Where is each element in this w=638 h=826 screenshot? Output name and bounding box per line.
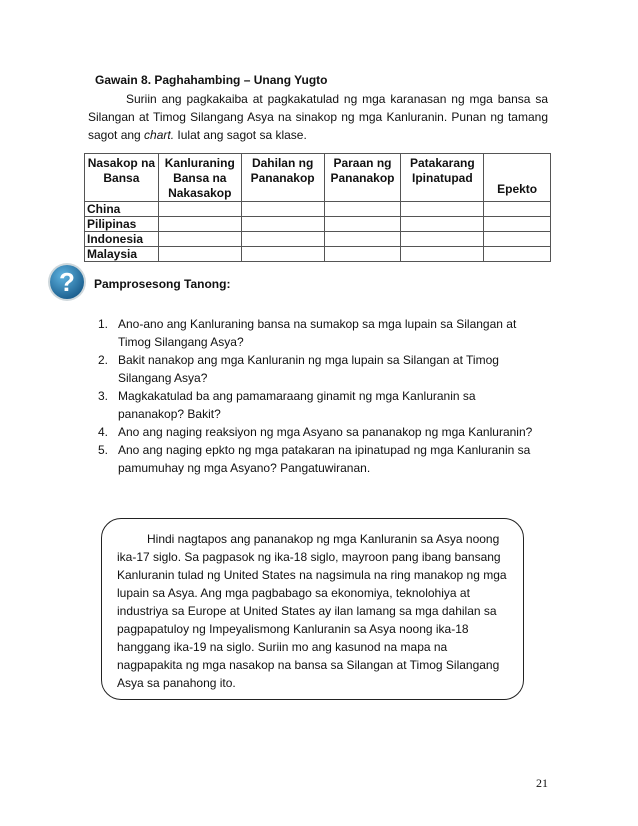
chart-header-row [85, 154, 551, 202]
header-patakaran: Patakarang Ipinatupad [401, 154, 484, 202]
table-row [85, 232, 551, 247]
row-label: China [85, 202, 159, 217]
list-item: 2. Bakit nanakop ang mga Kanluranin ng mga lupain sa Silangan at Timog Silangang Asya? [98, 353, 499, 385]
note-text-block [117, 530, 512, 692]
question-text: Magkakatulad ba ang pamamaraang ginamit ng mga Kanluranin sa pananakop? Bakit? [118, 389, 476, 421]
answer-cell[interactable] [158, 247, 241, 262]
row-label: Indonesia [85, 232, 159, 247]
table-row [85, 247, 551, 262]
answer-cell[interactable] [241, 232, 324, 247]
question-text: Ano ang naging reaksiyon ng mga Asyano sa pananakop ng mga Kanluranin? [118, 425, 533, 439]
answer-cell[interactable] [158, 202, 241, 217]
answer-cell[interactable] [324, 247, 401, 262]
comparison-chart [84, 153, 551, 262]
answer-cell[interactable] [324, 202, 401, 217]
note-text: Hindi nagtapos ang pananakop ng mga Kanluranin sa Asya noong ika-17 siglo. Sa pagpasok ng ika-18 siglo, mayroon pang ibang bansang Kanluranin tulad ng United States na nagsimula na ring manakop ng mga lupain sa Asya. Ang mga pagbabago sa ekonomiya, teknolohiya at industriya sa Europe at United States ay ilan lamang sa mga dahilan sa pagpapatuloy ng Impeyalismong Kanluranin sa Asya noong ika-18 hanggang ika-19 na siglo. Suriin mo ang kasunod na mapa na nagpapakita ng mga nasakop na bansa sa Silangan at Timog Silangang Asya sa panahong ito. [117, 532, 507, 690]
header-paraan: Paraan ng Pananakop [324, 154, 401, 202]
list-item: 3. Magkakatulad ba ang pamamaraang ginamit ng mga Kanluranin sa pananakop? Bakit? [98, 389, 476, 421]
answer-cell[interactable] [158, 232, 241, 247]
activity-instruction [88, 90, 548, 144]
header-nasakop-na-bansa: Nasakop na Bansa [85, 154, 159, 202]
table-row [85, 202, 551, 217]
table-row [85, 217, 551, 232]
list-item: 1. Ano-ano ang Kanluraning bansa na sumakop sa mga lupain sa Silangan at Timog Silangang Asya? [98, 317, 517, 349]
answer-cell[interactable] [324, 232, 401, 247]
answer-cell[interactable] [484, 202, 551, 217]
answer-cell[interactable] [158, 217, 241, 232]
page-number: 21 [536, 776, 548, 790]
answer-cell[interactable] [241, 217, 324, 232]
instruction-emphasis: chart. [144, 128, 175, 142]
list-item: 4. Ano ang naging reaksiyon ng mga Asyano sa pananakop ng mga Kanluranin? [98, 425, 533, 439]
answer-cell[interactable] [401, 217, 484, 232]
activity-title: Gawain 8. Paghahambing – Unang Yugto [95, 73, 328, 87]
row-label: Pilipinas [85, 217, 159, 232]
answer-cell[interactable] [401, 232, 484, 247]
header-epekto: Epekto [484, 154, 551, 202]
header-kanluraning-bansa: Kanluraning Bansa na Nakasakop [158, 154, 241, 202]
processing-questions-title: Pamprosesong Tanong: [94, 277, 231, 291]
question-text: Bakit nanakop ang mga Kanluranin ng mga lupain sa Silangan at Timog Silangang Asya? [118, 353, 499, 385]
question-text: Ano ang naging epkto ng mga patakaran na ipinatupad ng mga Kanluranin sa pamumuhay ng mga Asyano? Pangatuwiranan. [118, 443, 531, 475]
instruction-text-2: Iulat ang sagot sa klase. [174, 128, 307, 142]
answer-cell[interactable] [401, 202, 484, 217]
answer-cell[interactable] [241, 202, 324, 217]
answer-cell[interactable] [401, 247, 484, 262]
instruction-text-1: Suriin ang pagkakaiba at pagkakatulad ng mga karanasan ng mga bansa sa Silangan at Timog Silangang Asya na sinakop ng mga Kanluranin. Punan ng tamang sagot ang [88, 92, 548, 142]
header-dahilan: Dahilan ng Pananakop [241, 154, 324, 202]
question-list [92, 315, 542, 477]
answer-cell[interactable] [484, 232, 551, 247]
svg-text:?: ? [59, 267, 75, 297]
answer-cell[interactable] [241, 247, 324, 262]
answer-cell[interactable] [484, 217, 551, 232]
question-mark-icon [47, 262, 87, 302]
list-item: 5. Ano ang naging epkto ng mga patakaran na ipinatupad ng mga Kanluranin sa pamumuhay ng mga Asyano? Pangatuwiranan. [98, 443, 531, 475]
answer-cell[interactable] [324, 217, 401, 232]
answer-cell[interactable] [484, 247, 551, 262]
question-text: Ano-ano ang Kanluraning bansa na sumakop sa mga lupain sa Silangan at Timog Silangang Asya? [118, 317, 517, 349]
row-label: Malaysia [85, 247, 159, 262]
